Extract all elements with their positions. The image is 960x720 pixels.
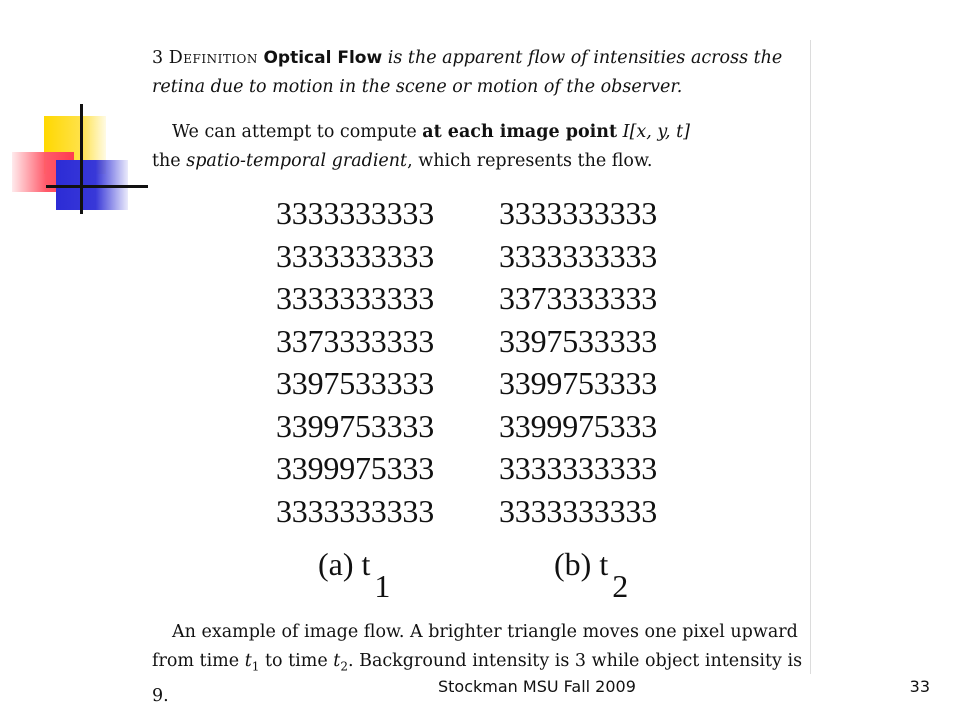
paragraph-part3: , which represents the flow. [407, 151, 653, 171]
grid-row: 3333333333 [499, 450, 658, 486]
caption-t1-var: t [244, 651, 252, 671]
paragraph-part2: the [152, 151, 181, 171]
grid-row: 3399753333 [276, 407, 435, 444]
intensity-grid-t1 [276, 192, 434, 532]
paragraph-math: I[x, y, t] [622, 122, 690, 142]
caption-t2-sub: 2 [340, 659, 348, 674]
caption-part3: . Background intensity is 3 while object intensity is 9. [152, 651, 803, 706]
label-a-text: (a) t [318, 546, 371, 582]
definition-body: is the apparent flow of intensities across the retina due to motion in the scene or motion of the observer. [152, 48, 783, 97]
slide-footer [0, 677, 960, 701]
logo-vertical-line [80, 104, 83, 214]
grid-row: 3333333333 [276, 195, 435, 231]
logo-horizontal-line [46, 185, 150, 188]
grid-row: 3399975333 [499, 407, 658, 444]
definition-block [152, 44, 808, 102]
grid-row: 3397533333 [499, 322, 658, 359]
caption-t1-sub: 1 [251, 659, 260, 674]
grid-row: 3333333333 [276, 237, 435, 274]
grid-row: 3333333333 [276, 280, 435, 316]
grid-label-a [318, 546, 391, 604]
definition-term: Optical Flow [263, 48, 383, 68]
label-a-subscript: 1 [374, 568, 391, 604]
caption-part1: An example of image flow. A brighter triangle moves one pixel upward from time [152, 622, 798, 671]
grid-row: 3333333333 [499, 195, 658, 231]
grid-row: 3373333333 [499, 280, 658, 316]
grid-row: 3399753333 [499, 365, 658, 401]
label-b-subscript: 2 [612, 568, 629, 604]
caption-part2: to time [264, 651, 328, 671]
slide-logo-decoration [0, 0, 160, 230]
paragraph-part1: We can attempt to compute [172, 122, 417, 142]
grid-row: 3373333333 [276, 322, 435, 359]
page-number: 33 [909, 677, 930, 696]
footer-text: Stockman MSU Fall 2009 [438, 677, 636, 696]
caption-t2-var: t [333, 651, 341, 671]
label-b-text: (b) t [554, 546, 609, 582]
definition-number: 3 [152, 48, 164, 68]
intensity-grid-t2 [499, 192, 657, 532]
definition-label: Definition [168, 48, 258, 68]
paragraph-italic: spatio-temporal gradient [186, 151, 408, 171]
paragraph-bold: at each image point [422, 122, 618, 142]
grid-row: 3333333333 [499, 237, 658, 274]
grid-label-b [554, 546, 629, 604]
grid-row: 3333333333 [499, 492, 658, 529]
grid-row: 3399975333 [276, 450, 435, 486]
gradient-paragraph [152, 118, 808, 176]
grid-row: 3333333333 [276, 492, 435, 529]
grid-row: 3397533333 [276, 365, 435, 401]
